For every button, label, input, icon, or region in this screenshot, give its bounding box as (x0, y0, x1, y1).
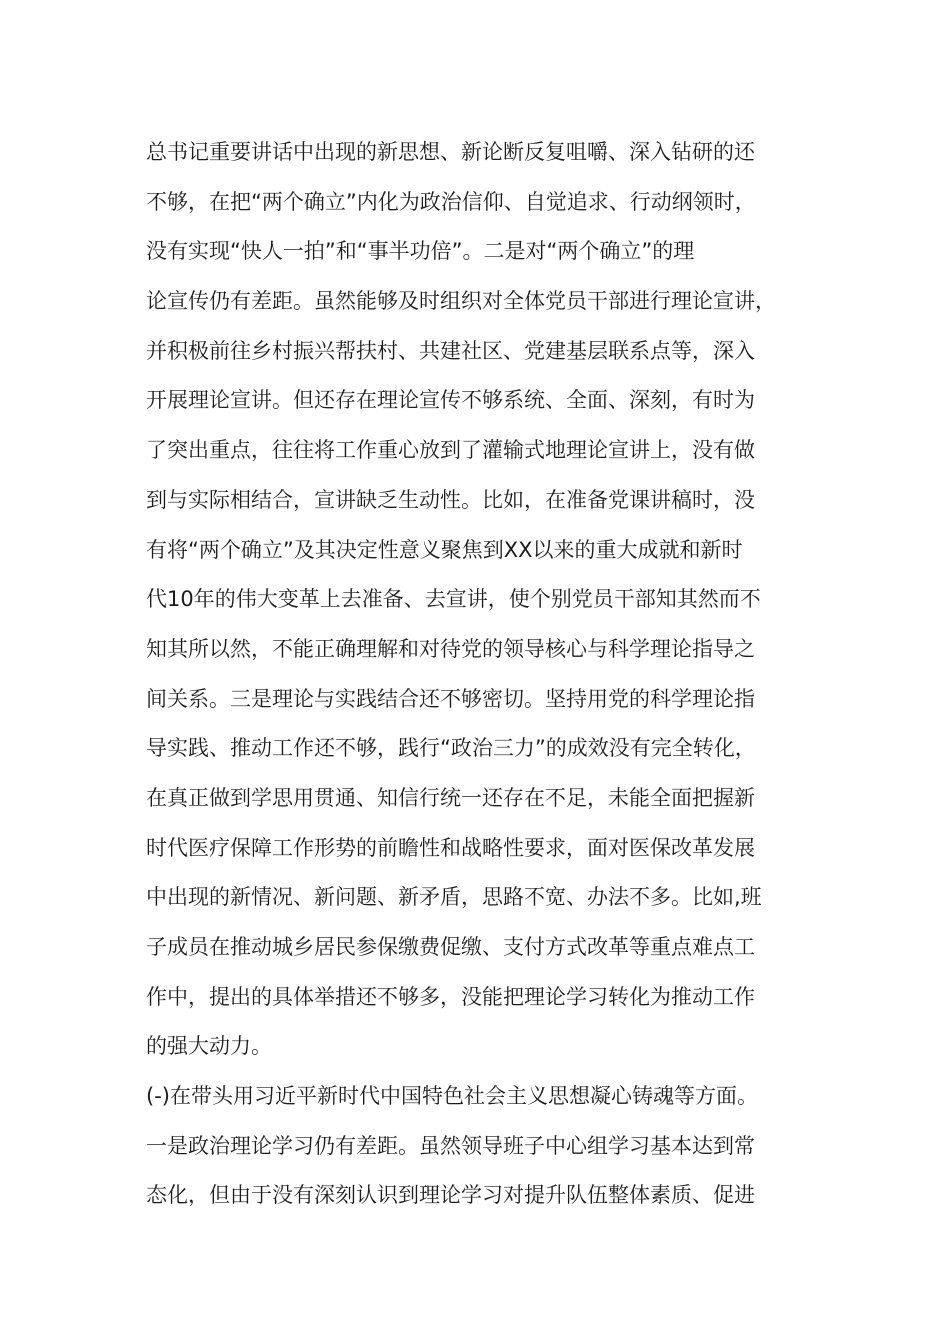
text-line-16: 中出现的新情况、新问题、新矛盾，思路不宽、办法不多。比如,班 (146, 885, 762, 910)
body-text (146, 128, 826, 1221)
text-line-9: 有将“两个确立”及其决定性意义聚焦到XX以来的重大成就和新时 (146, 537, 743, 562)
text-line-15: 时代医疗保障工作形势的前瞻性和战略性要求，面对医保改革发展 (146, 835, 755, 860)
text-line-8: 到与实际相结合，宣讲缺乏生动性。比如，在准备党课讲稿时，没 (146, 487, 755, 512)
text-line-14: 在真正做到学思用贯通、知信行统一还存在不足，未能全面把握新 (146, 785, 755, 810)
section-heading: (-)在带头用习近平新时代中国特色社会主义思想凝心铸魂等方面。 (146, 1084, 758, 1109)
text-line-3: 没有实现“快人一拍”和“事半功倍”。二是对“两个确立”的理 (146, 239, 695, 264)
text-line-4: 论宣传仍有差距。虽然能够及时组织对全体党员干部进行理论宣讲， (146, 289, 776, 314)
text-line-5: 并积极前往乡村振兴帮扶村、共建社区、党建基层联系点等，深入 (146, 338, 755, 363)
text-line-7: 了突出重点，往往将工作重心放到了灌输式地理论宣讲上，没有做 (146, 438, 755, 463)
text-line-18: 作中，提出的具体举措还不够多，没能把理论学习转化为推动工作 (146, 984, 755, 1009)
text-line-21: 一是政治理论学习仍有差距。虽然领导班子中心组学习基本达到常 (146, 1133, 755, 1158)
text-line-19: 的强大动力。 (146, 1034, 272, 1059)
text-line-1: 总书记重要讲话中出现的新思想、新论断反复咀嚼、深入钻研的还 (146, 140, 755, 164)
text-line-10: 代10年的伟大变革上去准备、去宣讲，使个别党员干部知其然而不 (146, 587, 761, 612)
text-line-6: 开展理论宣讲。但还存在理论宣传不够系统、全面、深刻，有时为 (146, 388, 755, 413)
text-line-12: 间关系。三是理论与实践结合还不够密切。坚持用党的科学理论指 (146, 686, 755, 711)
text-line-22: 态化，但由于没有深刻认识到理论学习对提升队伍整体素质、促进 (146, 1183, 755, 1208)
text-line-11: 知其所以然，不能正确理解和对待党的领导核心与科学理论指导之 (146, 636, 755, 661)
text-line-2: 不够，在把“两个确立”内化为政治信仰、自觉追求、行动纲领时， (146, 189, 756, 214)
text-line-13: 导实践、推动工作还不够，践行“政治三力”的成效没有完全转化， (146, 736, 756, 761)
text-line-17: 子成员在推动城乡居民参保缴费促缴、支付方式改革等重点难点工 (146, 935, 755, 959)
